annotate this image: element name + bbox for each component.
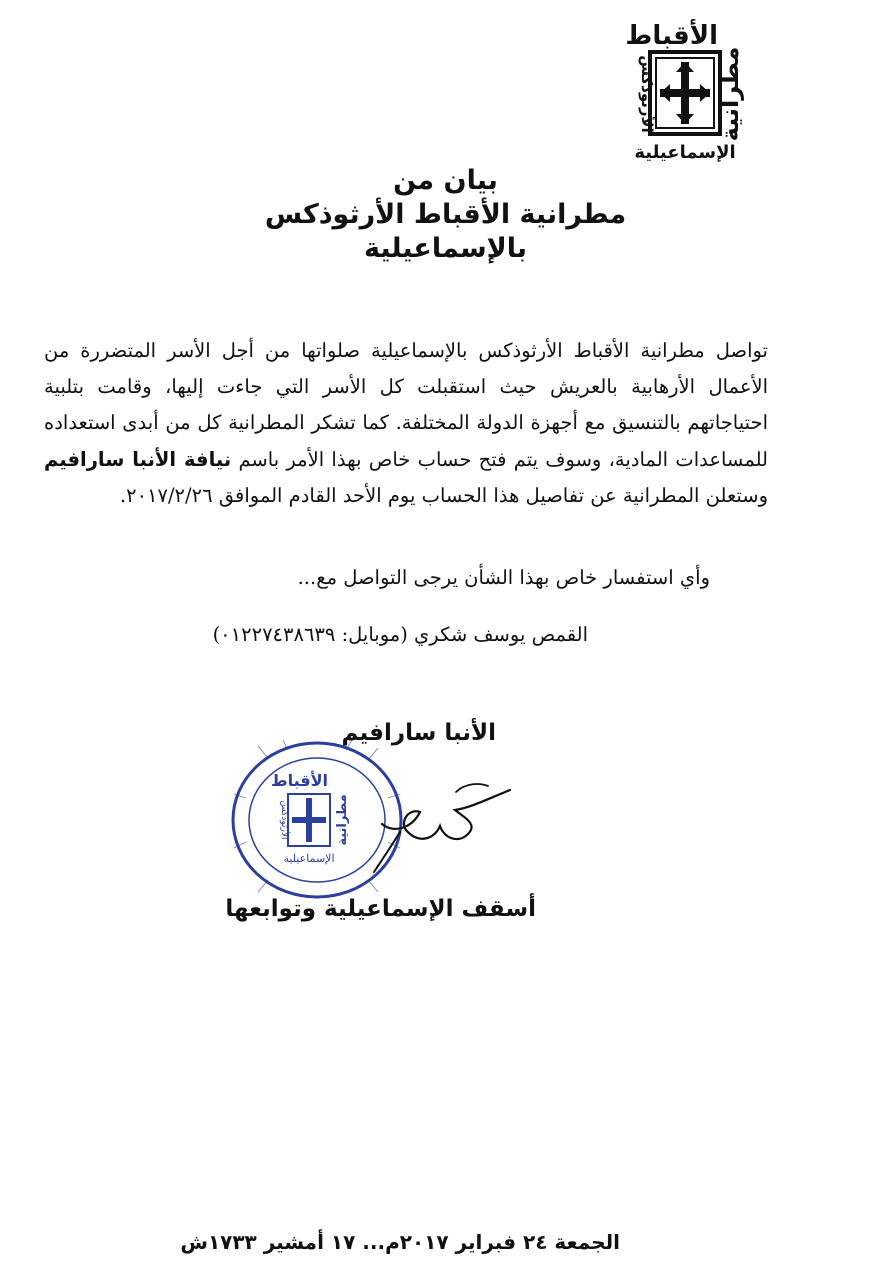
body-text-part-1: تواصل مطرانية الأقباط الأرثوذكس بالإسماعيلية صلواتها من أجل الأسر المتضررة من الأعمال الأرهابية بالعريش حيث استقبلت كل الأسر التي جاءت إليها، وقامت بتلبية احتياجاتهم بالتنسيق مع أجهزة الدولة المختلفة. كما تشكر المطرانية كل من أبدى استعداده للمساعدات المادية، وسوف يتم فتح حساب خاص بهذا الأمر باسم — [44, 339, 768, 471]
heading-line-1: بيان من — [393, 165, 498, 196]
statement-body — [44, 333, 768, 514]
contact-line: القمص يوسف شكري (موبايل: ٠١٢٢٧٤٣٨٦٣٩) — [212, 623, 588, 646]
stamp-text-left: مطرانية — [335, 794, 350, 846]
body-text-bold: نيافة الأنبا سارافيم — [44, 447, 232, 471]
bishop-name: الأنبا سارافيم — [341, 720, 496, 746]
diocese-logo — [598, 14, 768, 164]
logo-text-side: الأرثوذكس — [638, 55, 656, 133]
stamp-cross-icon — [292, 798, 326, 842]
stamp-text-bottom: الإسماعيلية — [283, 852, 335, 865]
body-text-part-2: وستعلن المطرانية عن تفاصيل هذا الحساب يوم الأحد القادم الموافق ٢٠١٧/٢/٢٦. — [119, 483, 768, 507]
bishop-title: أسقف الإسماعيلية وتوابعها — [225, 896, 536, 922]
heading-line-2: مطرانية الأقباط الأرثوذكس — [264, 199, 627, 230]
statement-heading — [0, 164, 891, 266]
logo-text-top: الأقباط — [625, 21, 718, 51]
date-line: الجمعة ٢٤ فبراير ٢٠١٧م... ١٧ أمشير ١٧٣٣ش — [180, 1230, 620, 1254]
body-paragraph — [44, 333, 768, 514]
stamp-text-side: الأرثوذكس — [279, 800, 289, 840]
inquiry-line: وأي استفسار خاص بهذا الشأن يرجى التواصل مع... — [297, 566, 710, 589]
stamp-text-top: الأقباط — [270, 771, 328, 790]
logo-text-left: مطرانية — [716, 46, 744, 142]
heading-line-3: بالإسماعيلية — [363, 233, 528, 264]
logo-text-bottom: الإسماعيلية — [634, 142, 736, 163]
bishop-signature — [360, 768, 520, 878]
cross-icon — [660, 62, 710, 124]
